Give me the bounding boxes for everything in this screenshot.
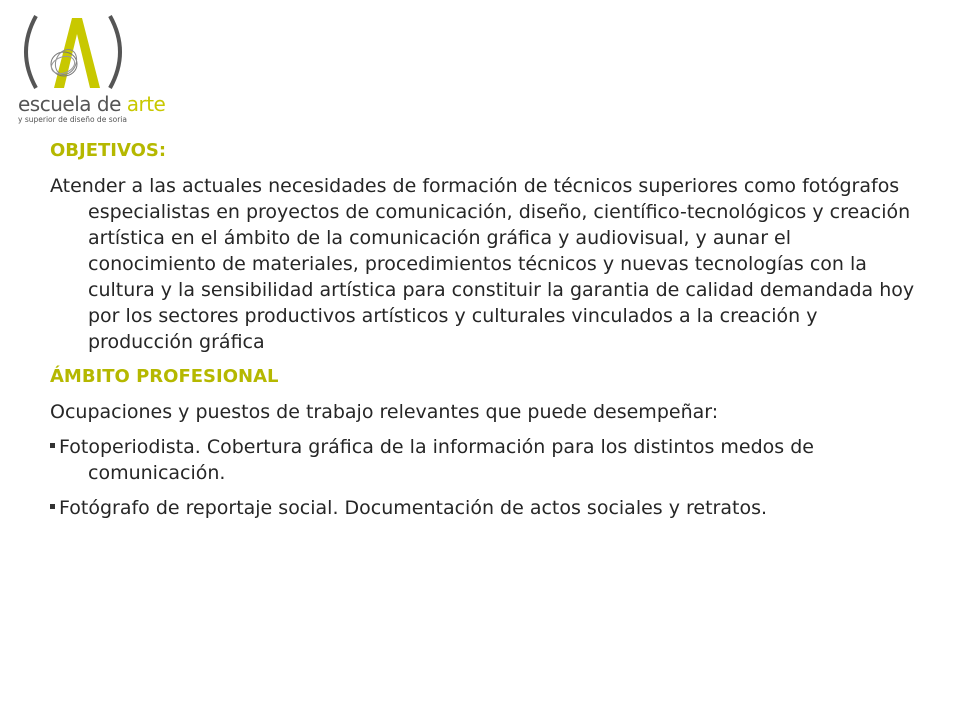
slide-content <box>50 138 920 530</box>
objetivos-heading: OBJETIVOS: <box>50 140 167 161</box>
logo-name-part2: arte <box>126 92 166 116</box>
bullet-text-2: Fotógrafo de reportaje social. Documentación de actos sociales y retratos. <box>59 497 768 519</box>
objetivos-paragraph: Atender a las actuales necesidades de formación de técnicos superiores como fotógrafos especialistas en proyectos de comunicación, diseño, científico-tecnológicos y creación artística en el ámbito de la comunicación gráfica y audiovisual, y aunar el conocimiento de materiales, procedimientos técnicos y nuevas tecnologías con la cultura y la sensibilidad artística para constituir la garantia de calidad demandada hoy por los sectores productivos artísticos y culturales vinculados a la creación y producción gráfica <box>50 175 915 353</box>
logo-name <box>18 92 165 116</box>
bullet-item-2 <box>50 495 920 521</box>
bullet-text-1: Fotoperiodista. Cobertura gráfica de la información para los distintos medos de comunicación. <box>59 436 814 484</box>
school-logo <box>14 12 164 132</box>
logo-subtitle: y superior de diseño de soria <box>18 115 127 124</box>
ambito-intro: Ocupaciones y puestos de trabajo relevantes que puede desempeñar: <box>50 401 719 423</box>
logo-emblem-icon <box>14 12 144 94</box>
bullet-item-1 <box>50 434 920 486</box>
logo-name-part1: escuela de <box>18 92 127 116</box>
bullet-square-icon <box>50 443 55 448</box>
bullet-square-icon <box>50 504 55 509</box>
ambito-heading: ÁMBITO PROFESIONAL <box>50 366 279 387</box>
